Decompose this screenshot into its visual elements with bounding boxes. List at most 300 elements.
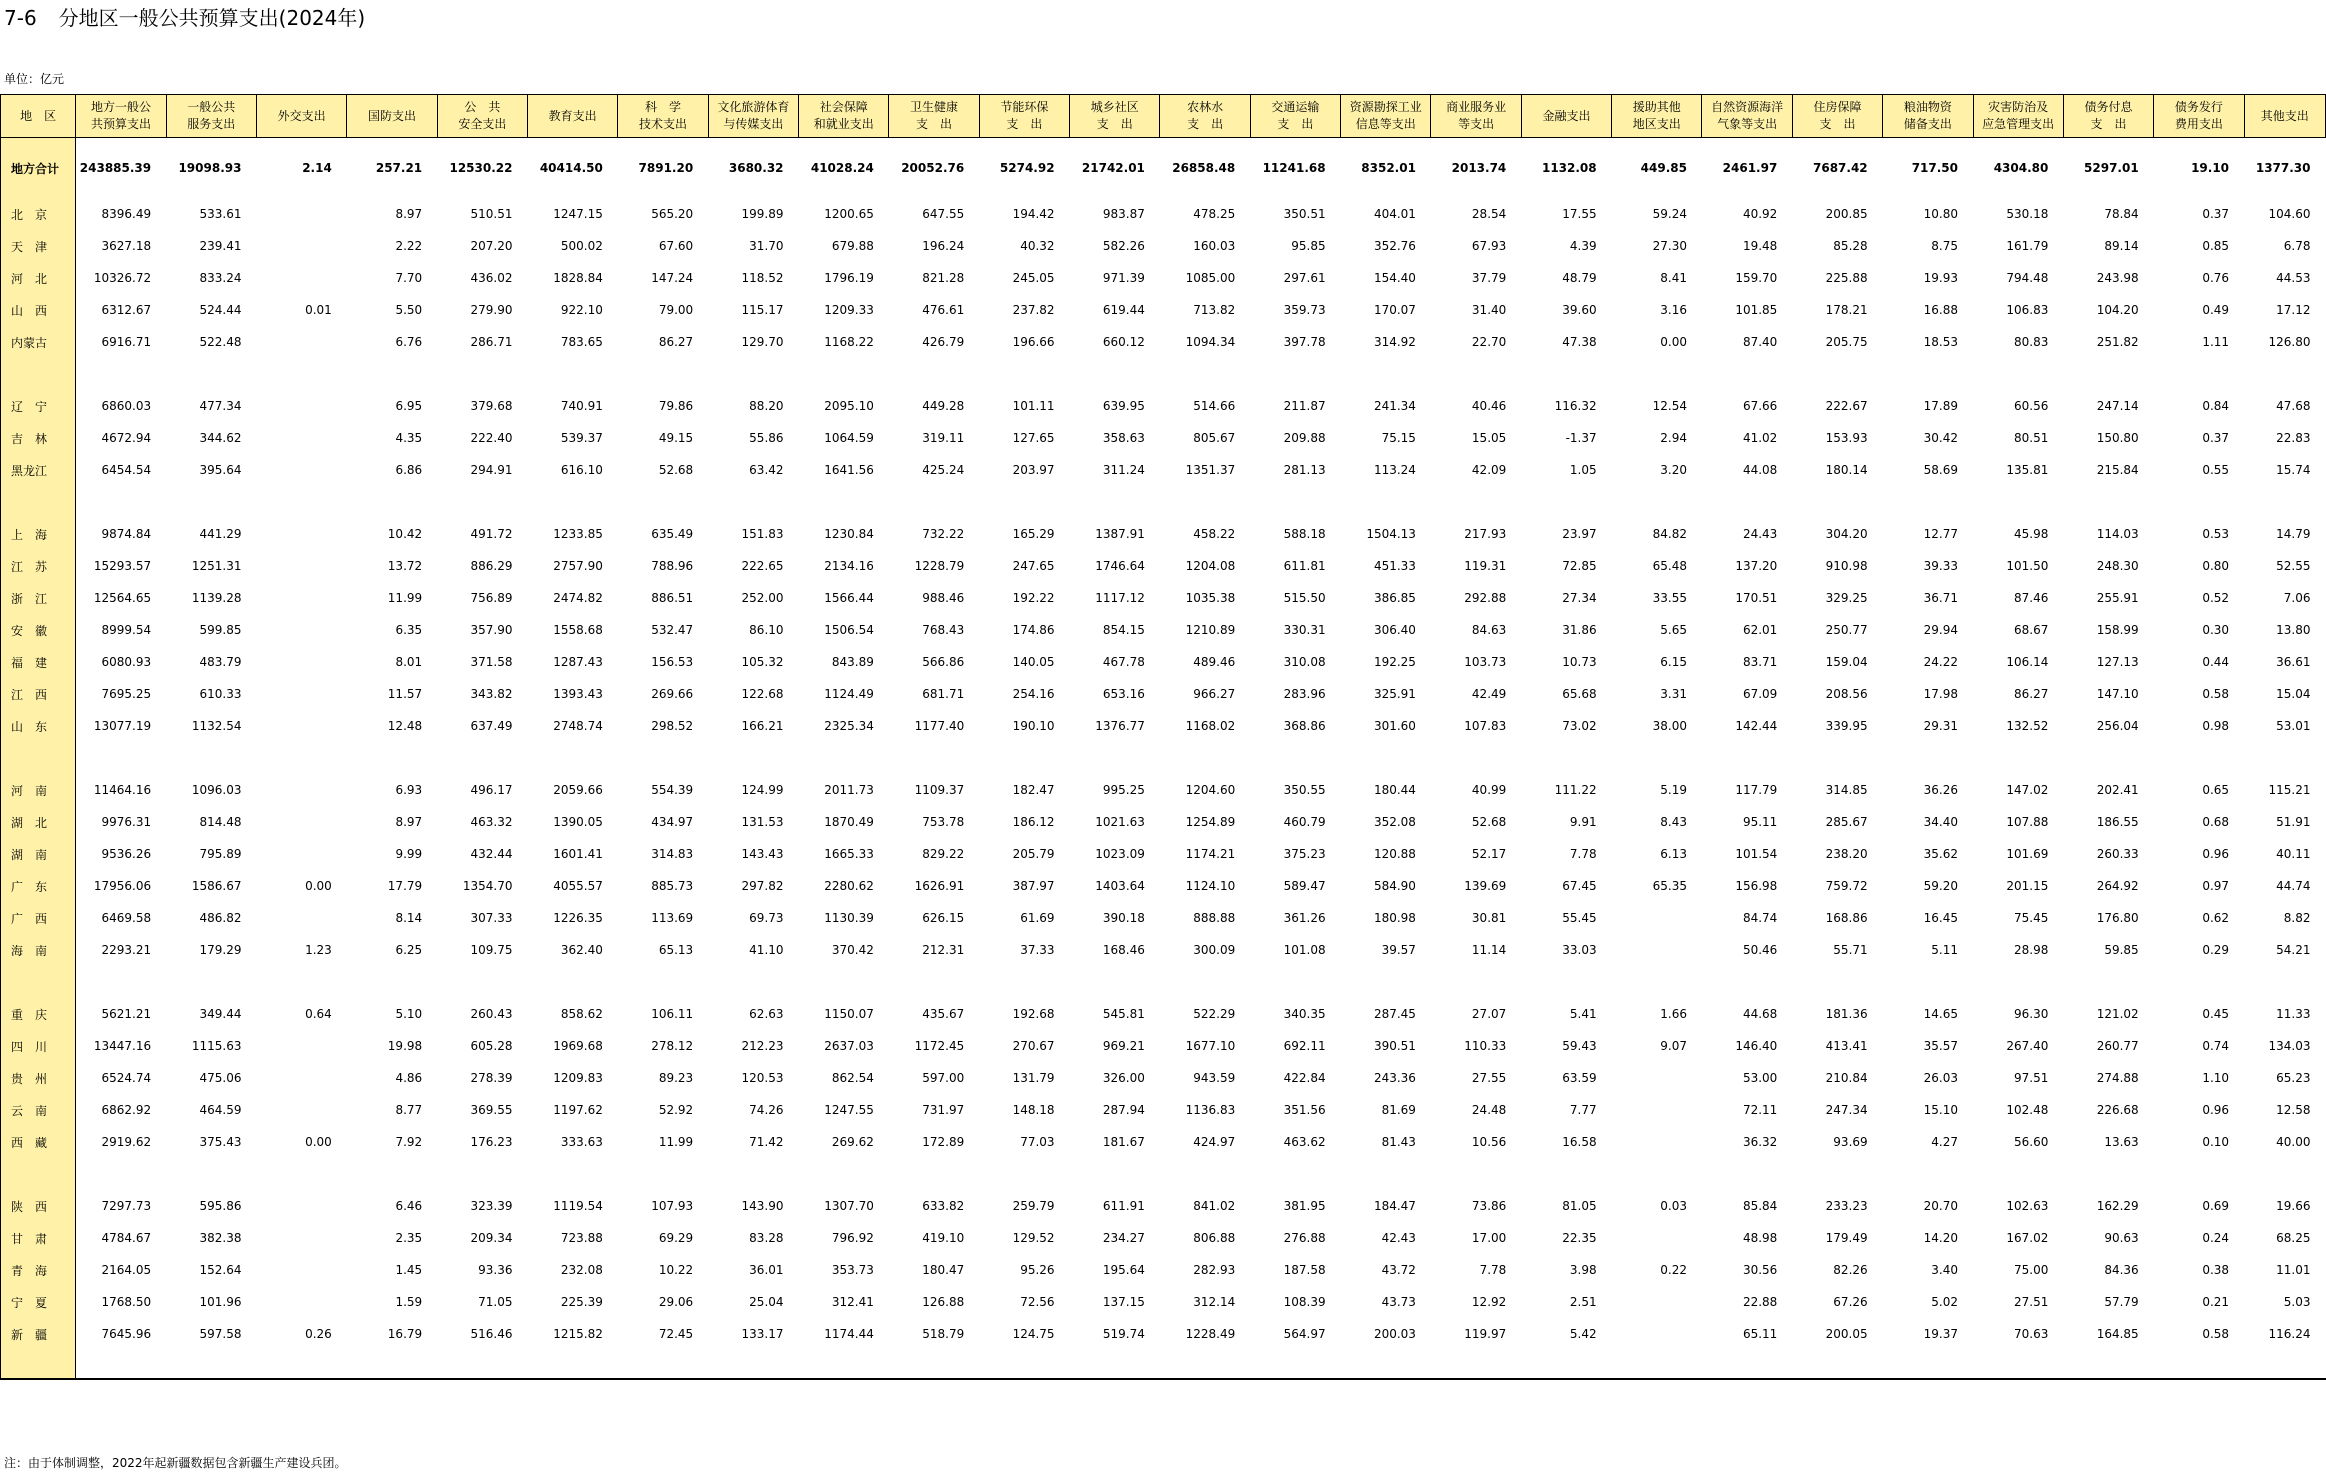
value-cell: 333.63 xyxy=(560,1135,603,1149)
table-row xyxy=(1,1062,2326,1094)
value-cell: 35.57 xyxy=(1923,1039,1958,1053)
value-cell: 514.66 xyxy=(1193,399,1236,413)
value-cell xyxy=(256,646,346,678)
value-cell: 86.27 xyxy=(658,335,694,349)
value-cell: 1197.62 xyxy=(553,1103,603,1117)
value-cell: 101.11 xyxy=(1012,399,1055,413)
value-cell: 85.28 xyxy=(1833,239,1868,253)
value-cell: 93.36 xyxy=(478,1263,513,1277)
value-cell: 1403.64 xyxy=(1095,879,1145,893)
spacer-cell xyxy=(437,358,527,390)
spacer-row xyxy=(1,486,2326,518)
value-cell: 500.02 xyxy=(560,239,603,253)
value-cell: 166.21 xyxy=(741,719,784,733)
value-cell: 34.40 xyxy=(1923,815,1958,829)
value-cell: 287.94 xyxy=(1102,1103,1145,1117)
value-cell: 186.55 xyxy=(2096,815,2139,829)
value-cell: 0.22 xyxy=(1660,1263,1687,1277)
table-row xyxy=(1,390,2326,422)
value-cell: 278.39 xyxy=(470,1071,513,1085)
value-cell: 40.92 xyxy=(1742,207,1778,221)
value-cell: 611.91 xyxy=(1102,1199,1145,1213)
value-cell: 1124.49 xyxy=(824,687,874,701)
value-cell: 12530.22 xyxy=(449,161,513,175)
spacer-row xyxy=(1,966,2326,998)
value-cell: 533.61 xyxy=(199,207,242,221)
column-header-text: 节能环保 xyxy=(1000,100,1049,114)
value-cell: 22.88 xyxy=(1742,1295,1778,1309)
value-cell: 432.44 xyxy=(470,847,513,861)
value-cell: 1601.41 xyxy=(553,847,603,861)
spacer-cell xyxy=(1702,358,1792,390)
value-cell: 15.05 xyxy=(1471,431,1507,445)
value-cell: 40.32 xyxy=(1020,239,1055,253)
spacer-cell xyxy=(1521,486,1611,518)
value-cell: 426.79 xyxy=(922,335,965,349)
spacer-cell xyxy=(1250,742,1340,774)
column-header xyxy=(1612,95,1702,138)
value-cell: 132.52 xyxy=(2006,719,2049,733)
spacer-cell xyxy=(76,1158,166,1190)
value-cell: 113.69 xyxy=(651,911,694,925)
column-header-text: 国防支出 xyxy=(367,108,416,123)
spacer-cell xyxy=(76,742,166,774)
value-cell: 983.87 xyxy=(1102,207,1145,221)
value-cell: 2.22 xyxy=(395,239,423,253)
value-cell: 59.24 xyxy=(1652,207,1687,221)
value-cell: 390.18 xyxy=(1102,911,1145,925)
spacer-cell xyxy=(979,1350,1069,1379)
column-header-text: 一般公共 xyxy=(187,100,236,114)
value-cell: 88.20 xyxy=(749,399,784,413)
value-cell: 5.11 xyxy=(1931,943,1958,957)
value-cell: 841.02 xyxy=(1193,1199,1236,1213)
value-cell: 717.50 xyxy=(1911,161,1958,175)
spacer-cell xyxy=(2244,358,2325,390)
value-cell: 11.14 xyxy=(1471,943,1507,957)
value-cell: 0.26 xyxy=(305,1327,332,1341)
value-cell: 264.92 xyxy=(2096,879,2139,893)
spacer-cell xyxy=(256,358,346,390)
spacer-cell xyxy=(799,1350,889,1379)
value-cell: 35.62 xyxy=(1923,847,1958,861)
region-name: 山 东 xyxy=(1,710,76,742)
value-cell: 6.76 xyxy=(395,335,423,349)
spacer-cell xyxy=(1973,1350,2063,1379)
value-cell: 84.36 xyxy=(2104,1263,2139,1277)
column-header-text: 金融支出 xyxy=(1542,108,1591,123)
value-cell: 1109.37 xyxy=(914,783,965,797)
value-cell: 312.14 xyxy=(1193,1295,1236,1309)
value-cell: 516.46 xyxy=(470,1327,513,1341)
value-cell: 1132.08 xyxy=(1541,161,1597,175)
table-row xyxy=(1,870,2326,902)
column-header xyxy=(1160,95,1250,138)
value-cell: 329.25 xyxy=(1825,591,1868,605)
value-cell: 0.80 xyxy=(2202,559,2230,573)
spacer-cell xyxy=(1702,1350,1792,1379)
value-cell: 9536.26 xyxy=(101,847,152,861)
value-cell: 69.29 xyxy=(658,1231,694,1245)
value-cell: 205.75 xyxy=(1825,335,1868,349)
value-cell: 63.59 xyxy=(1562,1071,1597,1085)
value-cell: 795.89 xyxy=(199,847,242,861)
value-cell: 387.97 xyxy=(1012,879,1055,893)
value-cell: 5274.92 xyxy=(999,161,1055,175)
value-cell: 19.93 xyxy=(1923,271,1958,285)
table-row xyxy=(1,614,2326,646)
value-cell: 95.85 xyxy=(1291,239,1326,253)
region-name: 黑龙江 xyxy=(1,454,76,486)
value-cell: 806.88 xyxy=(1193,1231,1236,1245)
value-cell: 489.46 xyxy=(1193,655,1236,669)
value-cell: 80.83 xyxy=(2013,335,2049,349)
value-cell: 67.26 xyxy=(1833,1295,1868,1309)
spacer-cell xyxy=(979,742,1069,774)
value-cell: 15293.57 xyxy=(93,559,152,573)
value-cell: 8.77 xyxy=(395,1103,423,1117)
value-cell: 943.59 xyxy=(1193,1071,1236,1085)
region-name: 浙 江 xyxy=(1,582,76,614)
value-cell: 554.39 xyxy=(651,783,694,797)
value-cell: 255.91 xyxy=(2096,591,2139,605)
value-cell: 53.01 xyxy=(2276,719,2311,733)
table-row xyxy=(1,838,2326,870)
value-cell: 0.96 xyxy=(2202,1103,2230,1117)
region-name: 宁 夏 xyxy=(1,1286,76,1318)
value-cell: 222.65 xyxy=(741,559,784,573)
value-cell: 13.80 xyxy=(2276,623,2311,637)
value-cell: 833.24 xyxy=(199,271,242,285)
value-cell: 1390.05 xyxy=(553,815,603,829)
value-cell: 30.56 xyxy=(1742,1263,1778,1277)
value-cell: 135.81 xyxy=(2006,463,2049,477)
value-cell: 208.56 xyxy=(1825,687,1868,701)
value-cell: 43.72 xyxy=(1381,1263,1416,1277)
value-cell: 196.66 xyxy=(1012,335,1055,349)
value-cell: 260.43 xyxy=(470,1007,513,1021)
value-cell: 105.32 xyxy=(741,655,784,669)
value-cell: 84.63 xyxy=(1471,623,1507,637)
value-cell: 478.25 xyxy=(1193,207,1236,221)
value-cell: 156.98 xyxy=(1735,879,1778,893)
value-cell: 15.74 xyxy=(2276,463,2311,477)
value-cell: 653.16 xyxy=(1102,687,1145,701)
value-cell: 17.98 xyxy=(1923,687,1958,701)
value-cell: 969.21 xyxy=(1102,1039,1145,1053)
value-cell: 12.58 xyxy=(2276,1103,2311,1117)
spacer-cell xyxy=(347,358,437,390)
value-cell: 8.97 xyxy=(395,815,423,829)
spacer-cell xyxy=(2063,486,2153,518)
region-name: 青 海 xyxy=(1,1254,76,1286)
value-cell: 297.61 xyxy=(1283,271,1326,285)
spacer-cell xyxy=(2244,1158,2325,1190)
table-row xyxy=(1,230,2326,262)
value-cell xyxy=(1612,1126,1702,1158)
value-cell: 17.00 xyxy=(1471,1231,1507,1245)
value-cell: 54.21 xyxy=(2276,943,2311,957)
value-cell: 43.73 xyxy=(1381,1295,1416,1309)
value-cell: 241.34 xyxy=(1373,399,1416,413)
value-cell: 67.45 xyxy=(1562,879,1597,893)
value-cell: 37.33 xyxy=(1020,943,1055,957)
value-cell: 7891.20 xyxy=(638,161,694,175)
value-cell: 47.38 xyxy=(1562,335,1597,349)
value-cell: 63.42 xyxy=(749,463,784,477)
value-cell: 37.79 xyxy=(1471,271,1507,285)
value-cell: 27.34 xyxy=(1562,591,1597,605)
column-header xyxy=(347,95,437,138)
value-cell: 768.43 xyxy=(922,623,965,637)
value-cell: 783.65 xyxy=(560,335,603,349)
value-cell: 72.85 xyxy=(1562,559,1597,573)
value-cell: 28.98 xyxy=(2013,943,2049,957)
spacer-cell xyxy=(528,1350,618,1379)
value-cell: 910.98 xyxy=(1825,559,1868,573)
value-cell: 311.24 xyxy=(1102,463,1145,477)
table-row xyxy=(1,1030,2326,1062)
value-cell: 52.68 xyxy=(658,463,694,477)
value-cell: 2011.73 xyxy=(824,783,874,797)
value-cell xyxy=(256,1094,346,1126)
spacer-cell xyxy=(1160,966,1250,998)
total-row xyxy=(1,138,2326,199)
spacer-cell xyxy=(979,358,1069,390)
value-cell: 1215.82 xyxy=(553,1327,603,1341)
value-cell: 104.20 xyxy=(2096,303,2139,317)
value-cell: 343.82 xyxy=(470,687,513,701)
value-cell: 107.83 xyxy=(1464,719,1507,733)
value-cell: 27.55 xyxy=(1471,1071,1507,1085)
value-cell: 463.32 xyxy=(470,815,513,829)
value-cell: 5621.21 xyxy=(101,1007,152,1021)
value-cell: 2757.90 xyxy=(553,559,603,573)
column-header-text: 技术支出 xyxy=(639,117,688,131)
value-cell: 0.03 xyxy=(1660,1199,1687,1213)
table-row xyxy=(1,1222,2326,1254)
value-cell: 243.36 xyxy=(1373,1071,1416,1085)
column-header xyxy=(1702,95,1792,138)
column-header-text: 支 出 xyxy=(1006,117,1043,131)
value-cell: 1228.49 xyxy=(1185,1327,1236,1341)
value-cell: 350.55 xyxy=(1283,783,1326,797)
value-cell: 108.39 xyxy=(1283,1295,1326,1309)
value-cell: 17956.06 xyxy=(93,879,152,893)
value-cell: 491.72 xyxy=(470,527,513,541)
value-cell: 599.85 xyxy=(199,623,242,637)
value-cell: 146.40 xyxy=(1735,1039,1778,1053)
value-cell: 1230.84 xyxy=(824,527,874,541)
value-cell: 71.05 xyxy=(478,1295,513,1309)
value-cell: 232.08 xyxy=(560,1263,603,1277)
column-header-text: 自然资源海洋 xyxy=(1711,100,1784,114)
value-cell: 966.27 xyxy=(1193,687,1236,701)
value-cell: 15.10 xyxy=(1923,1103,1958,1117)
value-cell: 107.93 xyxy=(651,1199,694,1213)
value-cell: 116.32 xyxy=(1554,399,1597,413)
value-cell: 3680.32 xyxy=(728,161,784,175)
value-cell: 36.26 xyxy=(1923,783,1958,797)
value-cell: 4.39 xyxy=(1569,239,1597,253)
value-cell: 5.02 xyxy=(1931,1295,1958,1309)
value-cell: 27.07 xyxy=(1471,1007,1507,1021)
column-header xyxy=(979,95,1069,138)
value-cell xyxy=(256,582,346,614)
value-cell: 187.58 xyxy=(1283,1263,1326,1277)
value-cell: 55.45 xyxy=(1562,911,1597,925)
spacer-cell xyxy=(1792,1350,1882,1379)
value-cell: 435.67 xyxy=(922,1007,965,1021)
value-cell: 81.43 xyxy=(1381,1135,1416,1149)
spacer-cell xyxy=(1,966,76,998)
region-name: 山 西 xyxy=(1,294,76,326)
value-cell: 610.33 xyxy=(199,687,242,701)
spacer-cell xyxy=(1070,358,1160,390)
value-cell: 82.26 xyxy=(1833,1263,1868,1277)
value-cell: 8.43 xyxy=(1660,815,1687,829)
value-cell: 217.93 xyxy=(1464,527,1507,541)
region-name: 江 西 xyxy=(1,678,76,710)
value-cell: 7.78 xyxy=(1569,847,1597,861)
value-cell: 29.06 xyxy=(658,1295,694,1309)
column-header-text: 储备支出 xyxy=(1903,117,1952,131)
value-cell: 0.37 xyxy=(2202,207,2230,221)
value-cell: 65.68 xyxy=(1562,687,1597,701)
value-cell: 633.82 xyxy=(922,1199,965,1213)
value-cell: 192.22 xyxy=(1012,591,1055,605)
value-cell: 1376.77 xyxy=(1095,719,1145,733)
value-cell: 6.93 xyxy=(395,783,423,797)
value-cell: 635.49 xyxy=(651,527,694,541)
value-cell: 9.99 xyxy=(395,847,423,861)
value-cell: 282.93 xyxy=(1193,1263,1236,1277)
spacer-cell xyxy=(799,966,889,998)
value-cell: 1124.10 xyxy=(1185,879,1236,893)
value-cell: 2280.62 xyxy=(824,879,874,893)
value-cell: 276.88 xyxy=(1283,1231,1326,1245)
spacer-cell xyxy=(889,1350,979,1379)
value-cell: 161.79 xyxy=(2006,239,2049,253)
value-cell: 134.03 xyxy=(2268,1039,2311,1053)
value-cell: 11.57 xyxy=(387,687,423,701)
table-row xyxy=(1,710,2326,742)
column-header xyxy=(2244,95,2325,138)
value-cell: 278.12 xyxy=(651,1039,694,1053)
value-cell: 186.12 xyxy=(1012,815,1055,829)
value-cell: 2095.10 xyxy=(824,399,874,413)
spacer-cell xyxy=(1521,742,1611,774)
value-cell: 375.43 xyxy=(199,1135,242,1149)
value-cell xyxy=(256,1254,346,1286)
value-cell: 723.88 xyxy=(560,1231,603,1245)
value-cell: 44.08 xyxy=(1742,463,1778,477)
table-title xyxy=(4,2,365,31)
region-name: 湖 南 xyxy=(1,838,76,870)
value-cell: 87.46 xyxy=(2013,591,2049,605)
value-cell: 80.51 xyxy=(2013,431,2049,445)
value-cell: 441.29 xyxy=(199,527,242,541)
spacer-cell xyxy=(528,966,618,998)
value-cell: 1796.19 xyxy=(824,271,874,285)
value-cell: 5.03 xyxy=(2283,1295,2311,1309)
value-cell: 829.22 xyxy=(922,847,965,861)
value-cell: 19.37 xyxy=(1923,1327,1958,1341)
column-header-text: 债务付息 xyxy=(2084,100,2133,114)
value-cell: 467.78 xyxy=(1102,655,1145,669)
column-header xyxy=(799,95,889,138)
value-cell: 362.40 xyxy=(560,943,603,957)
column-header-text: 交通运输 xyxy=(1271,100,1320,114)
spacer-cell xyxy=(1883,966,1973,998)
value-cell: 4055.57 xyxy=(553,879,603,893)
value-cell: 22.83 xyxy=(2276,431,2311,445)
value-cell: 605.28 xyxy=(470,1039,513,1053)
value-cell: 5.65 xyxy=(1660,623,1687,637)
value-cell: 168.46 xyxy=(1102,943,1145,957)
value-cell: 1251.31 xyxy=(191,559,242,573)
value-cell: 9.91 xyxy=(1569,815,1597,829)
value-cell: 15.04 xyxy=(2276,687,2311,701)
column-header-text: 费用支出 xyxy=(2174,117,2223,131)
value-cell: 200.05 xyxy=(1825,1327,1868,1341)
value-cell: 68.67 xyxy=(2013,623,2049,637)
value-cell: 379.68 xyxy=(470,399,513,413)
value-cell: 28.54 xyxy=(1471,207,1507,221)
value-cell: 67.09 xyxy=(1742,687,1778,701)
value-cell: 10.80 xyxy=(1923,207,1958,221)
value-cell: 1130.39 xyxy=(824,911,874,925)
value-cell: 110.33 xyxy=(1464,1039,1507,1053)
value-cell: 20052.76 xyxy=(901,161,965,175)
value-cell: 1168.02 xyxy=(1185,719,1236,733)
value-cell: 119.31 xyxy=(1464,559,1507,573)
spacer-cell xyxy=(1521,966,1611,998)
table-row xyxy=(1,774,2326,806)
column-header-text: 资源勘探工业 xyxy=(1349,100,1422,114)
value-cell: 200.85 xyxy=(1825,207,1868,221)
value-cell: 279.90 xyxy=(470,303,513,317)
column-header-text: 气象等支出 xyxy=(1717,117,1778,131)
value-cell: 1096.03 xyxy=(191,783,242,797)
value-cell: 616.10 xyxy=(560,463,603,477)
value-cell: 310.08 xyxy=(1283,655,1326,669)
spacer-cell xyxy=(256,1158,346,1190)
value-cell: 0.24 xyxy=(2202,1231,2230,1245)
value-cell: 2293.21 xyxy=(101,943,152,957)
spacer-cell xyxy=(2154,742,2244,774)
spacer-cell xyxy=(166,1350,256,1379)
value-cell: 756.89 xyxy=(470,591,513,605)
value-cell: 89.23 xyxy=(658,1071,694,1085)
value-cell: 2.14 xyxy=(302,161,332,175)
value-cell: 1.05 xyxy=(1569,463,1597,477)
value-cell: 16.79 xyxy=(387,1327,423,1341)
value-cell: 3.16 xyxy=(1660,303,1687,317)
value-cell xyxy=(256,390,346,422)
value-cell: 458.22 xyxy=(1193,527,1236,541)
value-cell: 13.63 xyxy=(2104,1135,2139,1149)
value-cell: 5.10 xyxy=(395,1007,423,1021)
column-header-text: 安全支出 xyxy=(458,117,507,131)
value-cell: 3.20 xyxy=(1660,463,1687,477)
spacer-cell xyxy=(708,742,798,774)
value-cell: 13077.19 xyxy=(93,719,152,733)
value-cell: 386.85 xyxy=(1373,591,1416,605)
column-header-text: 支 出 xyxy=(2090,117,2127,131)
spacer-cell xyxy=(166,358,256,390)
value-cell xyxy=(256,774,346,806)
